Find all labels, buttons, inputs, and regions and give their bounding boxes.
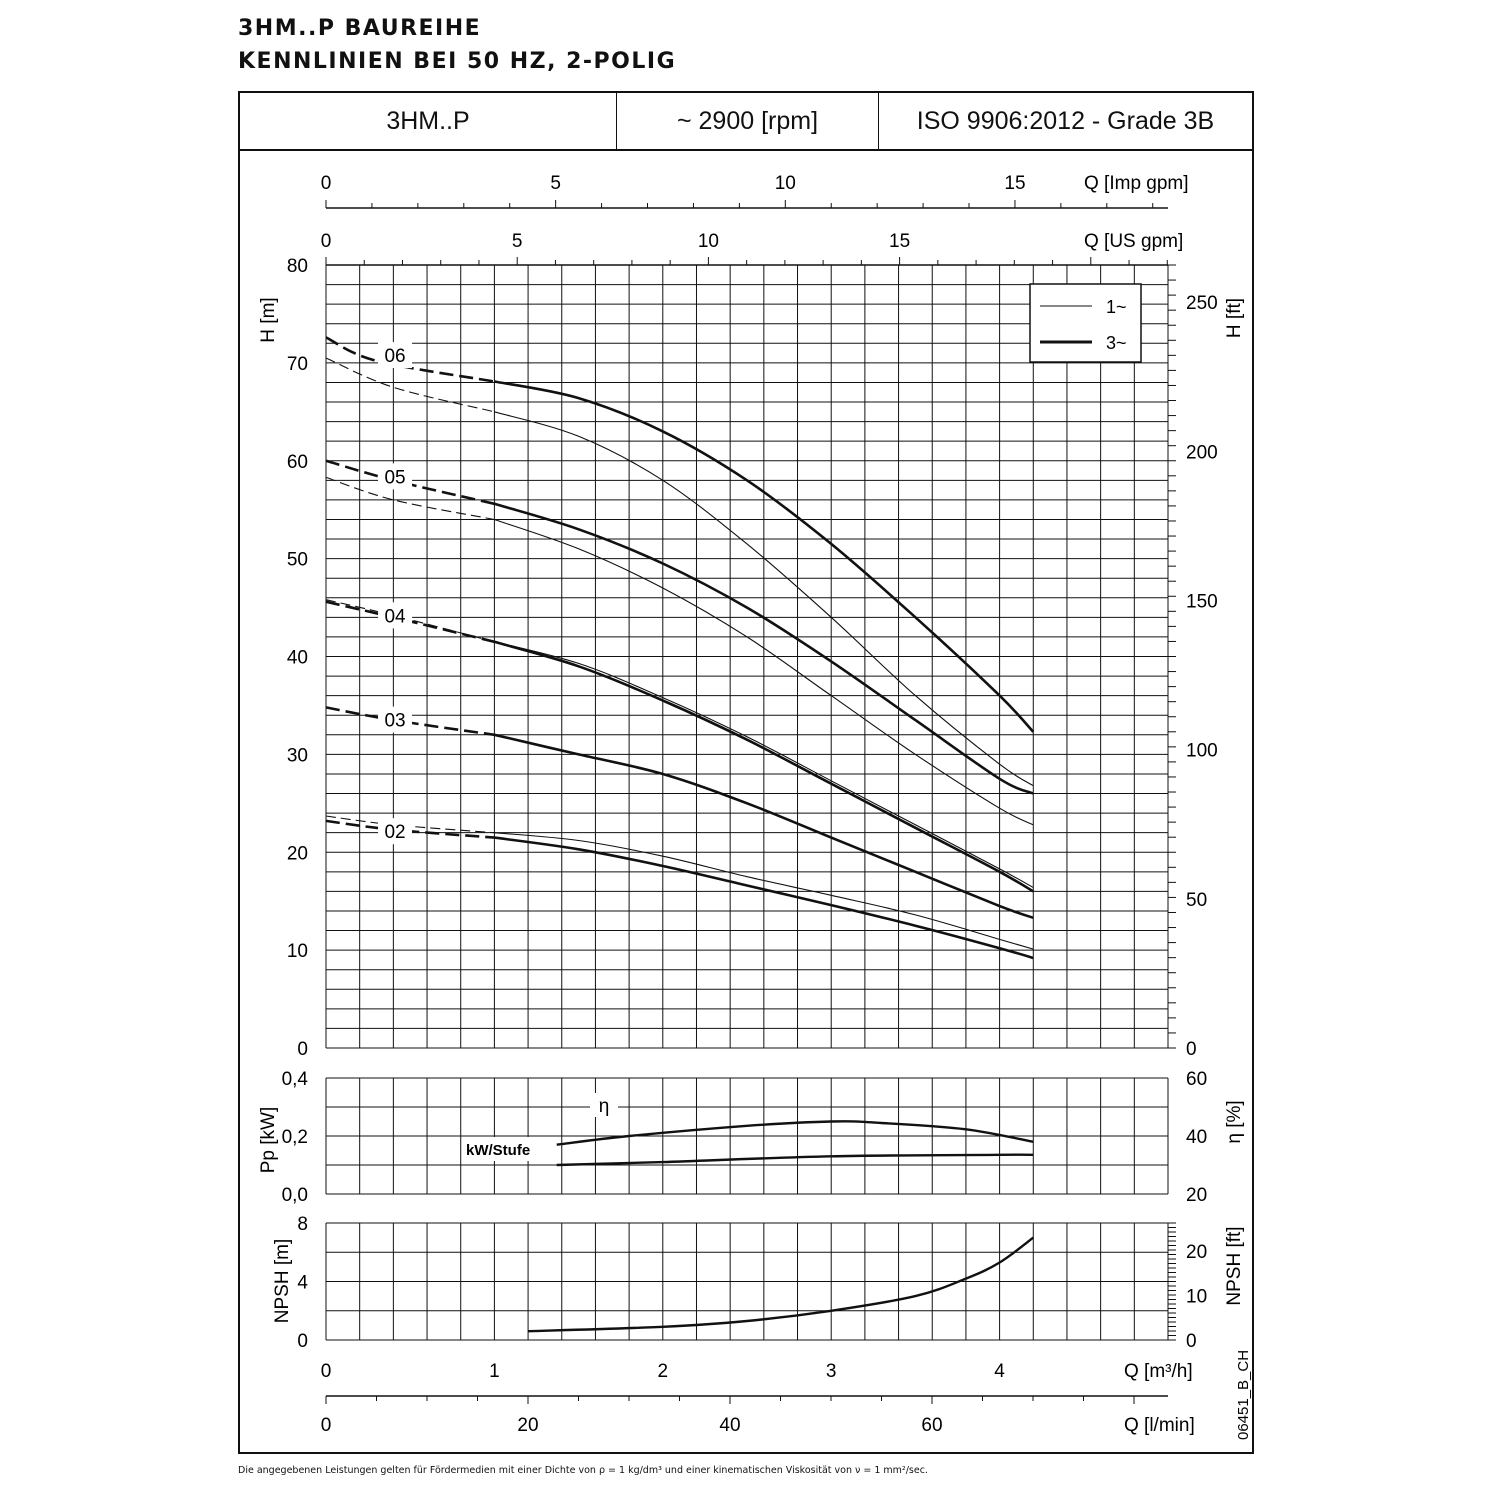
head-ytick-label: 20 (286, 843, 308, 865)
efficiency-curve (557, 1121, 1034, 1144)
npsh-ytick-label: 4 (297, 1272, 308, 1294)
npsh-ytick-label: 0 (297, 1331, 308, 1352)
lmin-label: Q [l/min] (1124, 1415, 1195, 1436)
power-label: kW/Stufe (466, 1142, 531, 1159)
header-model: 3HM..P (240, 93, 617, 149)
header-speed: ~ 2900 [rpm] (617, 93, 879, 149)
footnote: Die angegebenen Leistungen gelten für Fördermedien mit einer Dichte von ρ = 1 kg/dm³ und einer kinematischen Viskosität von ν = 1 mm²/sec. (238, 1465, 928, 1476)
q-m3h-label: Q [m³/h] (1124, 1361, 1193, 1382)
eff-ytick-label: 40 (1186, 1127, 1208, 1148)
drawing-code: 06451_B_CH (1235, 1349, 1252, 1440)
npsh-ylabel: NPSH [m] (272, 1238, 293, 1324)
power-ytick-label: 0,4 (281, 1069, 308, 1090)
head-ft-tick-label: 50 (1186, 889, 1208, 911)
header-standard: ISO 9906:2012 - Grade 3B (916, 106, 1215, 135)
head-ylabel-right: H [ft] (1224, 297, 1245, 339)
power-ytick-label: 0,0 (281, 1185, 308, 1206)
npsh-ft-tick-label: 20 (1186, 1241, 1208, 1263)
lmin-tick-label: 40 (719, 1415, 741, 1436)
legend-label-1: 1~ (1106, 297, 1127, 317)
lmin-tick-label: 60 (921, 1415, 943, 1436)
stage-label-04: 04 (384, 606, 406, 628)
head-ytick-label: 50 (286, 549, 308, 571)
lmin-tick-label: 0 (320, 1415, 332, 1436)
head-ft-tick-label: 0 (1186, 1039, 1197, 1060)
head-ytick-label: 10 (286, 941, 308, 963)
us-gpm-axis-tick-label: 5 (511, 231, 523, 252)
head-ft-tick-label: 200 (1186, 442, 1218, 464)
q-m3h-tick-label: 4 (994, 1361, 1005, 1382)
imp-gpm-axis-tick-label: 15 (1004, 173, 1026, 194)
eff-ytick-label: 60 (1186, 1069, 1208, 1090)
imp-gpm-axis-tick-label: 0 (320, 173, 332, 194)
efficiency-label: η (598, 1096, 610, 1117)
imp-gpm-axis-label: Q [Imp gpm] (1084, 173, 1189, 194)
head-ft-tick-label: 100 (1186, 740, 1218, 762)
q-m3h-tick-label: 1 (489, 1361, 500, 1382)
npsh-curve (528, 1238, 1033, 1332)
legend (1030, 284, 1141, 362)
head-ylabel: H [m] (258, 297, 279, 343)
lmin-tick-label: 20 (517, 1415, 539, 1436)
head-ft-tick-label: 150 (1186, 591, 1218, 613)
legend-label-3: 3~ (1106, 333, 1127, 353)
us-gpm-axis-tick-label: 10 (697, 231, 719, 252)
stage-label-02: 02 (384, 822, 406, 844)
imp-gpm-axis-tick-label: 5 (550, 173, 561, 194)
stage-label-06: 06 (384, 346, 406, 368)
head-ytick-label: 40 (286, 647, 308, 669)
head-ytick-label: 80 (286, 256, 308, 277)
npsh-ft-tick-label: 10 (1186, 1286, 1208, 1308)
head-ytick-label: 30 (286, 745, 308, 767)
q-m3h-tick-label: 2 (657, 1361, 669, 1382)
power-ytick-label: 0,2 (281, 1127, 308, 1148)
curves (326, 337, 1033, 1331)
stage-label-05: 05 (384, 467, 406, 489)
npsh-ft-tick-label: 0 (1186, 1331, 1197, 1352)
us-gpm-axis-label: Q [US gpm] (1084, 231, 1184, 252)
q-m3h-tick-label: 3 (825, 1361, 837, 1382)
head-ytick-label: 0 (297, 1039, 308, 1060)
chart-title: 3HM..P BAUREIHE (238, 16, 482, 41)
chart-subtitle: KENNLINIEN BEI 50 HZ, 2-POLIG (238, 49, 677, 74)
eff-ylabel: η [%] (1224, 1100, 1245, 1144)
power-curve (557, 1155, 1034, 1165)
head-ytick-label: 70 (286, 353, 308, 375)
stage-label-03: 03 (384, 710, 406, 732)
us-gpm-axis-tick-label: 15 (889, 231, 911, 252)
us-gpm-axis-tick-label: 0 (320, 231, 332, 252)
npsh-ylabel-right: NPSH [ft] (1224, 1226, 1245, 1306)
eff-ytick-label: 20 (1186, 1185, 1208, 1206)
q-m3h-tick-label: 0 (320, 1361, 332, 1382)
power-ylabel: Pp [kW] (258, 1106, 279, 1174)
npsh-ytick-label: 8 (297, 1214, 308, 1235)
imp-gpm-axis-tick-label: 10 (774, 173, 796, 194)
head-ft-tick-label: 250 (1186, 293, 1218, 315)
head-ytick-label: 60 (286, 451, 308, 473)
